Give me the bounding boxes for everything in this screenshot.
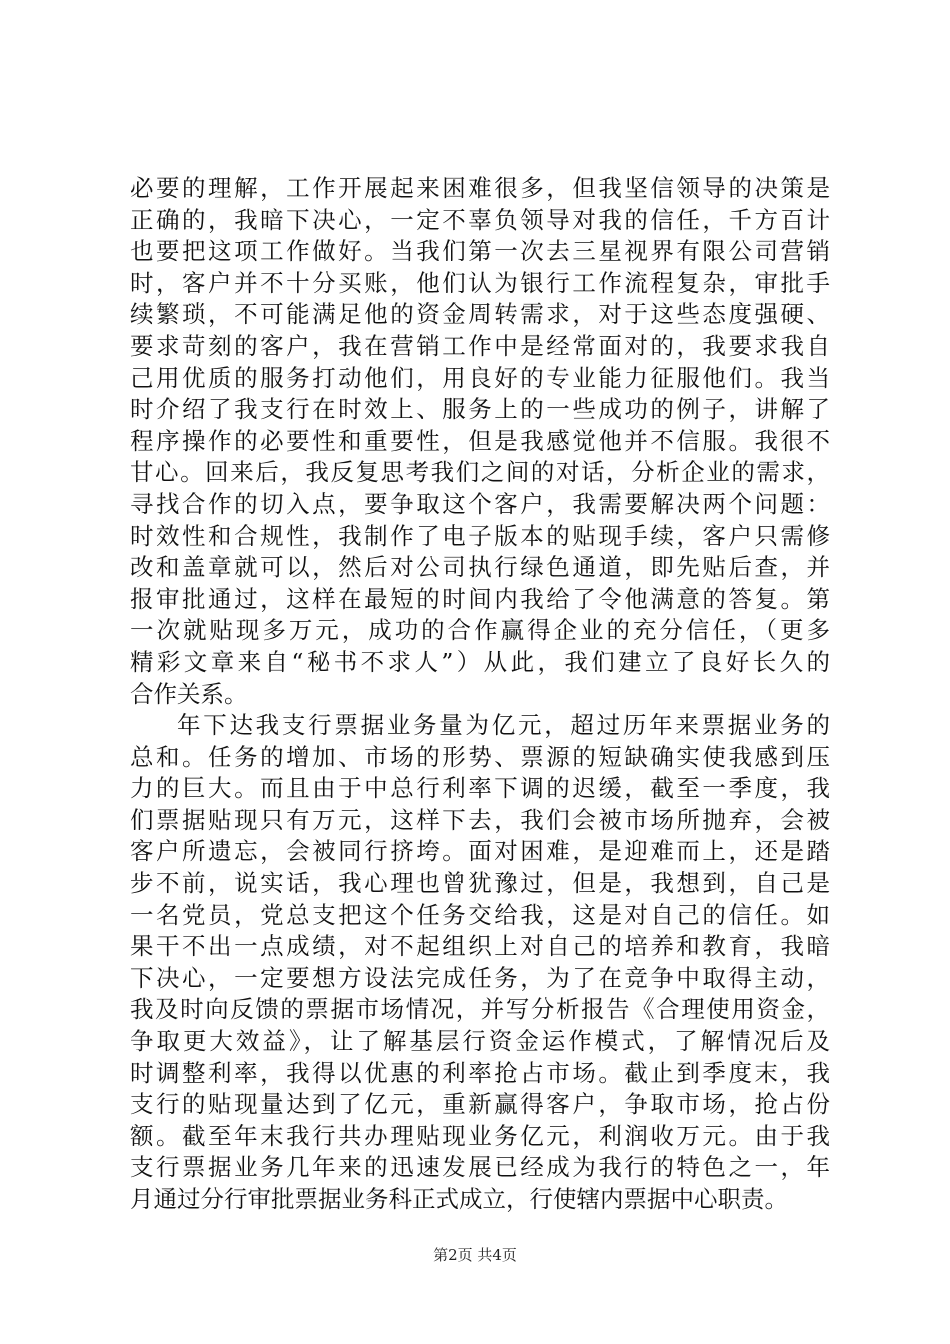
page-number-footer: 第2页 共4页 xyxy=(433,1246,517,1264)
text-line: 年下达我支行票据业务量为亿元，超过历年来票据业务的 xyxy=(177,711,830,740)
text-line: 支行的贴现量达到了亿元，重新赢得客户，争取市场，抢占份 xyxy=(130,1090,830,1119)
body-text xyxy=(130,173,830,1216)
text-line: 一次就贴现多万元，成功的合作赢得企业的充分信任，（更多 xyxy=(130,616,830,645)
text-line: 要求苛刻的客户，我在营销工作中是经常面对的，我要求我自 xyxy=(130,331,830,360)
text-line: 一名党员，党总支把这个任务交给我，这是对自己的信任。如 xyxy=(130,900,830,929)
text-line: 总和。任务的增加、市场的形势、票源的短缺确实使我感到压 xyxy=(130,742,830,771)
text-line: 果干不出一点成绩，对不起组织上对自己的培养和教育，我暗 xyxy=(130,932,830,961)
text-line: 时调整利率，我得以优惠的利率抢占市场。截止到季度末，我 xyxy=(130,1058,830,1087)
text-line: 改和盖章就可以，然后对公司执行绿色通道，即先贴后查，并 xyxy=(130,553,830,582)
paragraph-1 xyxy=(130,173,830,710)
text-line: 客户所遗忘，会被同行挤垮。面对困难，是迎难而上，还是踏 xyxy=(130,837,830,866)
text-line: 报审批通过，这样在最短的时间内我给了令他满意的答复。第 xyxy=(130,584,830,613)
text-line: 时介绍了我支行在时效上、服务上的一些成功的例子，讲解了 xyxy=(130,395,830,424)
text-line: 时，客户并不十分买账，他们认为银行工作流程复杂，审批手 xyxy=(130,268,830,297)
text-line: 们票据贴现只有万元，这样下去，我们会被市场所抛弃，会被 xyxy=(130,805,830,834)
text-line: 月通过分行审批票据业务科正式成立，行使辖内票据中心职责。 xyxy=(130,1185,788,1213)
text-line: 必要的理解，工作开展起来困难很多，但我坚信领导的决策是 xyxy=(130,174,830,202)
paragraph-2 xyxy=(130,710,830,1216)
text-line: 程序操作的必要性和重要性，但是我感觉他并不信服。我很不 xyxy=(130,426,830,455)
text-line: 己用优质的服务打动他们，用良好的专业能力征服他们。我当 xyxy=(130,363,830,392)
text-line: 合作关系。 xyxy=(130,679,248,708)
text-line: 步不前，说实话，我心理也曾犹豫过，但是，我想到，自己是 xyxy=(130,869,830,898)
text-line: 我及时向反馈的票据市场情况，并写分析报告《合理使用资金， xyxy=(130,995,830,1024)
text-line: 也要把这项工作做好。当我们第一次去三星视界有限公司营销 xyxy=(130,237,830,266)
text-line: 寻找合作的切入点，要争取这个客户，我需要解决两个问题： xyxy=(130,489,830,518)
text-line: 正确的，我暗下决心，一定不辜负领导对我的信任，千方百计 xyxy=(130,205,830,234)
text-line: 支行票据业务几年来的迅速发展已经成为我行的特色之一，年 xyxy=(130,1153,830,1182)
text-line: 续繁琐，不可能满足他的资金周转需求，对于这些态度强硬、 xyxy=(130,300,830,329)
text-line: 精彩文章来自“秘书不求人”）从此，我们建立了良好长久的 xyxy=(130,647,830,676)
text-line: 力的巨大。而且由于中总行利率下调的迟缓，截至一季度，我 xyxy=(130,774,830,803)
text-line: 争取更大效益》，让了解基层行资金运作模式，了解情况后及 xyxy=(130,1027,830,1056)
text-line: 下决心，一定要想方设法完成任务，为了在竞争中取得主动， xyxy=(130,963,830,992)
text-line: 甘心。回来后，我反复思考我们之间的对话，分析企业的需求， xyxy=(130,458,830,487)
text-line: 额。截至年末我行共办理贴现业务亿元，利润收万元。由于我 xyxy=(130,1121,830,1150)
text-line: 时效性和合规性，我制作了电子版本的贴现手续，客户只需修 xyxy=(130,521,830,550)
